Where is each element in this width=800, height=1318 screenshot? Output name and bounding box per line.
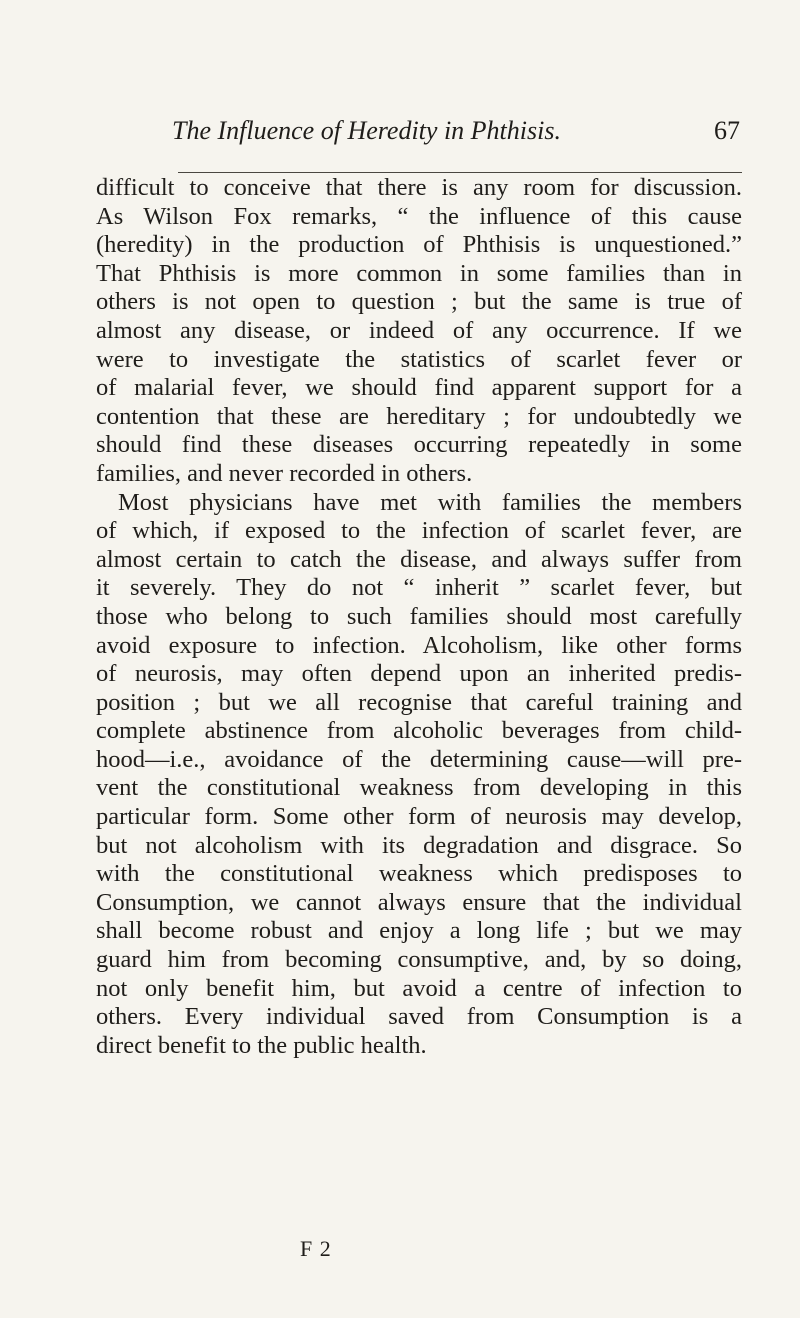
text-line: it severely. They do not “ inherit ” scarlet fever, but bbox=[96, 574, 742, 602]
text-line: guard him from becoming consumptive, and, by so doing, bbox=[96, 946, 742, 974]
text-line: not only benefit him, but avoid a centre of infection to bbox=[96, 974, 742, 1002]
text-line: complete abstinence from alcoholic beverages from child- bbox=[96, 717, 742, 745]
text-line: almost certain to catch the disease, and always suffer from bbox=[96, 545, 742, 573]
text-line: As Wilson Fox remarks, “ the influence of this cause bbox=[96, 202, 742, 230]
text-line: those who belong to such families should most carefully bbox=[96, 602, 742, 630]
text-line: Most physicians have met with families the members bbox=[118, 488, 742, 516]
page-number: 67 bbox=[714, 116, 740, 145]
text-line: Consumption, we cannot always ensure that the individual bbox=[96, 888, 742, 916]
body-text bbox=[96, 174, 742, 1060]
text-line: almost any disease, or indeed of any occurrence. If we bbox=[96, 316, 742, 344]
text-line: (heredity) in the production of Phthisis is unquestioned.” bbox=[96, 231, 742, 259]
text-line: were to investigate the statistics of scarlet fever or bbox=[96, 345, 742, 373]
text-line: particular form. Some other form of neurosis may develop, bbox=[96, 803, 742, 831]
text-line: position ; but we all recognise that careful training and bbox=[96, 688, 742, 716]
text-line: others is not open to question ; but the same is true of bbox=[96, 288, 742, 316]
text-line: with the constitutional weakness which predisposes to bbox=[96, 860, 742, 888]
running-title: The Influence of Heredity in Phthisis. bbox=[172, 116, 561, 145]
text-line: but not alcoholism with its degradation and disgrace. So bbox=[96, 831, 742, 859]
text-line: should find these diseases occurring repeatedly in some bbox=[96, 431, 742, 459]
signature-mark: F 2 bbox=[300, 1236, 332, 1261]
text-line: of neurosis, may often depend upon an inherited predis- bbox=[96, 660, 742, 688]
text-line: of which, if exposed to the infection of scarlet fever, are bbox=[96, 517, 742, 545]
text-line: families, and never recorded in others. bbox=[96, 459, 473, 487]
text-line: contention that these are hereditary ; for undoubtedly we bbox=[96, 402, 742, 430]
text-line: direct benefit to the public health. bbox=[96, 1031, 427, 1059]
text-line: difficult to conceive that there is any room for discussion. bbox=[96, 174, 742, 201]
header-rule bbox=[178, 172, 742, 173]
text-line: hood—i.e., avoidance of the determining cause—will pre- bbox=[96, 745, 742, 773]
text-line: vent the constitutional weakness from developing in this bbox=[96, 774, 742, 802]
text-line: That Phthisis is more common in some families than in bbox=[96, 259, 742, 287]
text-line: of malarial fever, we should find apparent support for a bbox=[96, 374, 742, 402]
text-line: shall become robust and enjoy a long life ; but we may bbox=[96, 917, 742, 945]
text-line: others. Every individual saved from Consumption is a bbox=[96, 1003, 742, 1031]
text-line: avoid exposure to infection. Alcoholism, like other forms bbox=[96, 631, 742, 659]
